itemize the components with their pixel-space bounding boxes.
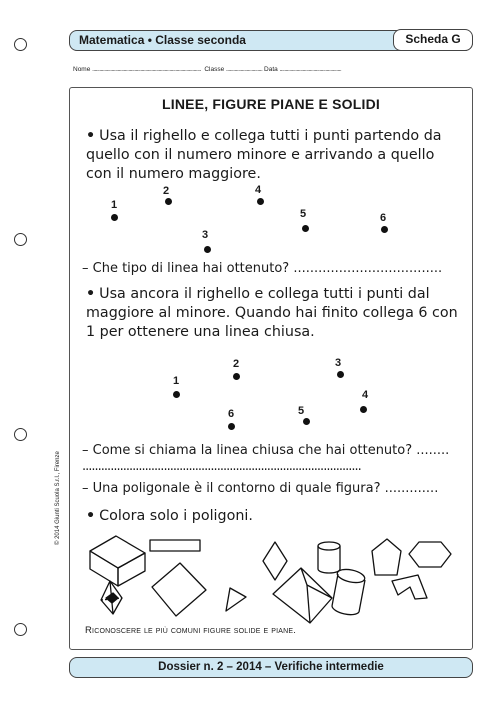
binder-hole (14, 623, 27, 636)
class-field[interactable]: .............................. (226, 66, 263, 73)
exercise-1-instruction: • Usa il righello e collega tutti i punti partendo da quello con il numero minore e arrivando a quello con il numero maggiore. (86, 128, 442, 182)
shapes-illustration (70, 88, 474, 648)
question-closed-line: – Come si chiama la linea chiusa che hai ottenuto? ........ (82, 443, 450, 458)
rectangle-shape (150, 540, 200, 551)
point-label: 6 (380, 212, 387, 224)
name-field[interactable]: .......................................................................................... (92, 66, 201, 73)
class-label: Classe (204, 66, 225, 73)
student-info-line (73, 66, 341, 73)
pentagon-shape (372, 539, 401, 575)
date-field[interactable]: ................................................... (279, 66, 342, 73)
bullet-icon: • (86, 286, 96, 302)
copyright-text: © 2014 Giunti Scuola S.r.l., Firenze (55, 451, 61, 545)
scheda-label: Scheda G (393, 29, 473, 51)
binder-hole (14, 428, 27, 441)
point-label: 3 (335, 357, 342, 369)
question-polygonal: – Una poligonale è il contorno di quale figura? ............. (82, 481, 439, 496)
square-shape (152, 563, 206, 616)
question-line-type: – Che tipo di linea hai ottenuto? .................................... (82, 261, 443, 276)
point-label: 1 (173, 375, 180, 387)
point-label: 5 (300, 208, 307, 220)
point-label: 6 (228, 408, 235, 420)
name-label: Nome (73, 66, 91, 73)
point-label: 3 (202, 229, 209, 241)
point-label: 2 (233, 358, 240, 370)
worksheet-title: LINEE, FIGURE PIANE E SOLIDI (162, 96, 380, 112)
date-label: Data (264, 66, 278, 73)
exercise-2-instruction: • Usa ancora il righello e collega tutti i punti dal maggiore al minore. Quando hai finito collega 6 con 1 per ottenere una linea chiusa. (86, 286, 458, 340)
prism-solid-shape (90, 536, 145, 586)
binder-hole (14, 38, 27, 51)
concave-polygon-shape (392, 575, 427, 599)
tilted-cylinder-shape (332, 567, 366, 614)
exercise-3-instruction: • Colora solo i poligoni. (86, 508, 253, 524)
point-label: 4 (255, 184, 262, 196)
worksheet-box (69, 87, 473, 650)
triangular-prism-shape (273, 568, 332, 623)
triangle-shape (226, 588, 246, 611)
point-label: 1 (111, 199, 118, 211)
subject-title: Matematica • Classe seconda (79, 33, 246, 47)
point-label: 4 (362, 389, 369, 401)
hexagon-shape (409, 542, 451, 567)
learning-objective-caption: Riconoscere le più comuni figure solide e piane. (85, 625, 297, 636)
rhombus-shape (263, 542, 287, 580)
footer-bar: Dossier n. 2 – 2014 – Verifiche intermedie (69, 657, 473, 678)
point-label: 2 (163, 185, 170, 197)
binder-hole (14, 233, 27, 246)
answer-line[interactable]: ......................................................................................... (82, 459, 361, 474)
cylinder-shape (318, 542, 340, 573)
bullet-icon: • (86, 128, 96, 144)
bullet-icon: • (86, 508, 96, 524)
point-label: 5 (298, 405, 305, 417)
header-bar (69, 30, 473, 51)
